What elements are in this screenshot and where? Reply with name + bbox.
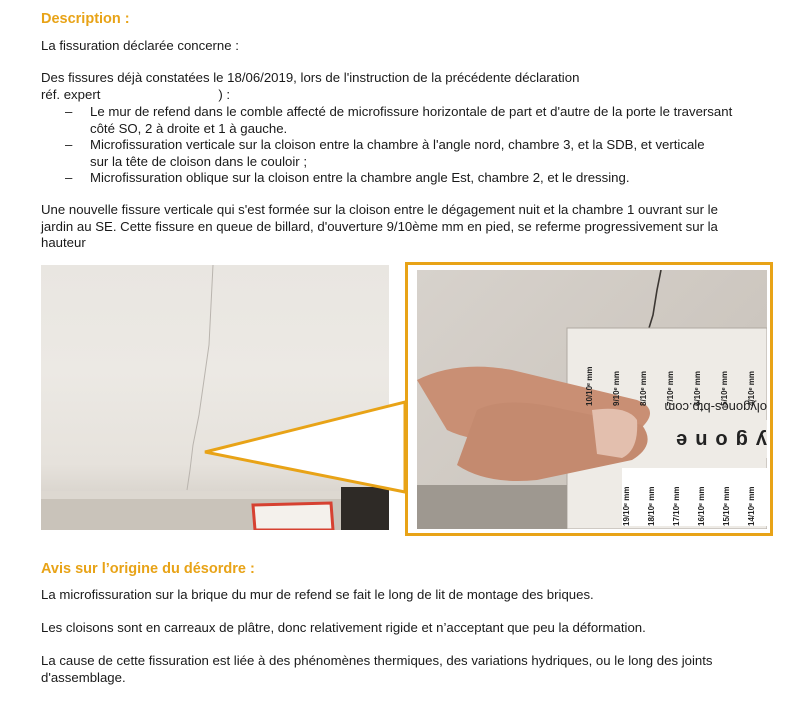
previous-declaration-text [41, 70, 756, 103]
bullet-3-line-1: Microfissuration oblique sur la cloison entre la chambre angle Est, chambre 2, et le dressing. [90, 170, 630, 185]
scale-label: 9/10ᵉ mm [612, 370, 621, 406]
avis-paragraph-1: La microfissuration sur la brique du mur de refend se fait le long de lit de montage des briques. [41, 587, 594, 602]
ruler-logo: ygone [668, 429, 767, 451]
callout-pointer [205, 262, 425, 536]
crack-gauge-photo [417, 270, 767, 529]
bullet-1-line-1: Le mur de refend dans le comble affecté de microfissure horizontale de part et d'autre de la porte le traversant [90, 104, 733, 119]
bullet-dash: – [65, 137, 73, 152]
list-item [41, 137, 756, 170]
scale-label: 19/10ᵉ mm [622, 486, 631, 526]
ruler-bottom-scale [622, 468, 767, 526]
avis-paragraph-2: Les cloisons sont en carreaux de plâtre, donc relativement rigide et n’acceptant que peu la déformation. [41, 620, 646, 635]
bullet-2-line-1: Microfissuration verticale sur la cloison entre la chambre à l'angle nord, chambre 3, et la SDB, et verticale [90, 137, 705, 152]
avis-p3-line-1: La cause de cette fissuration est liée à des phénomènes thermiques, des variations hydriques, ou le long des joints [41, 653, 713, 668]
new-crack-line-1: Une nouvelle fissure verticale qui s'est formée sur la cloison entre le dégagement nuit et la chambre 1 ouvrant sur le [41, 202, 718, 217]
intro-text: La fissuration déclarée concerne : [41, 38, 239, 53]
scale-label: 15/10ᵉ mm [722, 486, 731, 526]
ref-label: réf. expert [41, 86, 101, 102]
scale-label: 14/10ᵉ mm [747, 486, 756, 526]
scale-label: 8/10ᵉ mm [639, 370, 648, 406]
list-item [41, 170, 756, 187]
previous-cracks-list [41, 104, 756, 187]
new-crack-line-3: hauteur [41, 235, 86, 250]
avis-heading: Avis sur l’origine du désordre : [41, 561, 255, 577]
new-crack-line-2: jardin au SE. Cette fissure en queue de billard, d'ouverture 9/10ème mm en pied, se referme progressivement sur la [41, 218, 718, 234]
previous-line-1: Des fissures déjà constatées le 18/06/2019, lors de l'instruction de la précédente déclaration [41, 70, 580, 85]
bullet-dash: – [65, 104, 73, 119]
scale-label: 16/10ᵉ mm [697, 486, 706, 526]
list-item [41, 104, 756, 137]
scale-label: 4/10ᵉ mm [747, 370, 756, 406]
avis-p3-line-2: d'assemblage. [41, 669, 126, 685]
scale-label: 6/10ᵉ mm [693, 370, 702, 406]
scale-label: 18/10ᵉ mm [647, 486, 656, 526]
bullet-1-line-2: côté SO, 2 à droite et 1 à gauche. [90, 120, 288, 136]
scale-label: 17/10ᵉ mm [672, 486, 681, 526]
ref-suffix: ) : [218, 86, 231, 102]
bullet-dash: – [65, 170, 73, 185]
scale-label: 5/10ᵉ mm [720, 370, 729, 406]
description-heading: Description : [41, 11, 130, 27]
ruler-brand: olygones-btp.com [664, 400, 767, 415]
scale-label: 10/10ᵉ mm [585, 366, 594, 406]
bullet-2-line-2: sur la tête de cloison dans le couloir ; [90, 153, 307, 169]
avis-paragraph-3 [41, 653, 756, 686]
scale-label: 7/10ᵉ mm [666, 370, 675, 406]
ruler-top-scale [585, 338, 767, 406]
new-crack-text [41, 202, 756, 252]
